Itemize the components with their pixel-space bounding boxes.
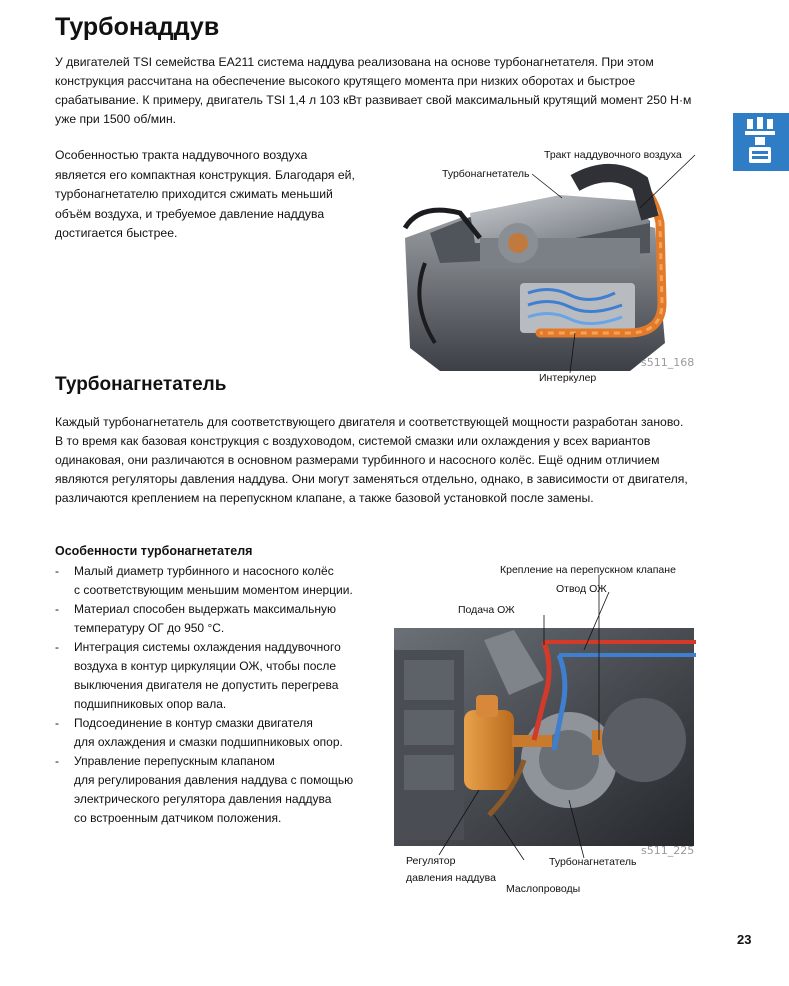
page-title: Турбонаддув [55,13,220,41]
bullet-dash: - [55,564,59,578]
chapter-tab [733,113,789,171]
label-coolant-out: Отвод ОЖ [556,583,607,595]
engine-chapter-icon [733,113,789,171]
list-item: - Интеграция системы охлаждения наддувочного воздуха в контур циркуляции ОЖ, чтобы после выключения двигателя не допустить перегрева подшипниковых опор вала. [55,640,341,711]
page-number: 23 [737,932,752,947]
label-turbocharger-2: Турбонагнетатель [549,856,637,868]
list-item: - Материал способен выдержать максимальную температуру ОГ до 950 °C. [55,602,337,635]
label-intercooler: Интеркулер [539,372,597,384]
turbocharger-illustration [394,560,696,860]
intro-line: У двигателей TSI семейства EA211 система наддува реализована на основе турбонагнетателя. При этом [55,55,654,69]
list-item: - Управление перепускным клапаном для регулирования давления наддува с помощью электрического регулятора давления наддува со встроенным датчиком положения. [55,754,354,825]
label-mount: Крепление на перепускном клапане [500,564,676,576]
section2-line: являются регуляторы давления наддува. Они могут заменяться отдельно, однако, в зависимости от двигателя, [55,472,688,486]
figure-turbocharger [394,560,696,860]
section2-line: В то время как базовая конструкция с воздуховодом, системой смазки или охлаждения у всех вариантов [55,434,651,448]
turbocharger-paragraph [55,413,688,508]
compact-line: достигается быстрее. [55,226,178,240]
bullet-dash: - [55,716,59,730]
label-air-path: Тракт наддувочного воздуха [544,149,682,161]
compact-line: турбонагнетателю приходится сжимать меньший [55,187,333,201]
compact-paragraph [55,146,355,244]
figure1-code: s511_168 [641,356,695,369]
compact-line: Особенностью тракта наддувочного воздуха [55,148,308,162]
compact-line: объём воздуха, и требуемое давление наддува [55,206,325,221]
label-coolant-in: Подача ОЖ [458,604,515,616]
features-title: Особенности турбонагнетателя [55,544,253,558]
pointer-turbo [532,174,562,198]
compact-line: является его компактная конструкция. Благодаря ей, [55,167,355,182]
label-regulator-2: давления наддува [406,872,496,884]
bullet-dash: - [55,640,59,654]
features-list [55,562,353,828]
figure2-code: s511_225 [641,844,695,857]
section2-line: Каждый турбонагнетатель для соответствующего двигателя и соответствующей мощности разработан заново. [55,415,684,429]
intro-line: уже при 1500 об/мин. [55,112,177,126]
list-item: - Малый диаметр турбинного и насосного колёс с соответствующим меньшим моментом инерции. [55,564,353,597]
label-turbocharger: Турбонагнетатель [442,168,530,180]
section2-line: одинаковая, они различаются в основном размерами турбинного и насосного колёс. Ещё одним отличием [55,453,660,467]
bullet-dash: - [55,602,59,616]
intro-paragraph [55,53,691,129]
bullet-dash: - [55,754,59,768]
intro-line: конструкция рассчитана на обеспечение высокого крутящего момента при низких оборотах и быстрое [55,74,636,88]
label-oil-lines: Маслопроводы [506,883,581,895]
label-regulator-1: Регулятор [406,855,456,867]
list-item: - Подсоединение в контур смазки двигателя для охлаждения и смазки подшипниковых опор. [55,716,343,749]
section-title-turbocharger: Турбонагнетатель [55,374,227,395]
intro-line: срабатывание. К примеру, двигатель TSI 1,4 л 103 кВт развивает свой максимальный крутящий момент 250 Н·м [55,93,692,107]
section2-line: различаются креплением на перепускном клапане, а также базовой установкой после замены. [55,491,594,505]
